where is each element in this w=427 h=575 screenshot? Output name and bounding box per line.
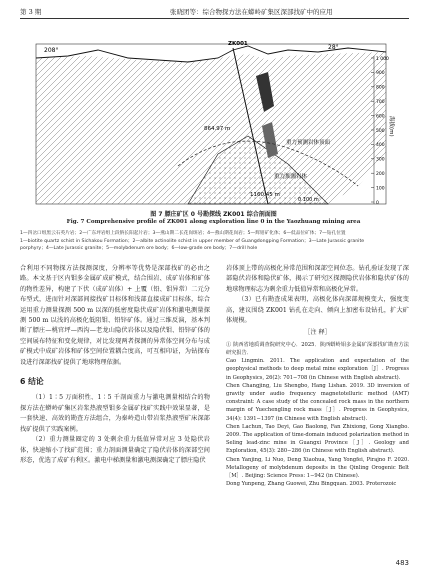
bearing-right: 28° xyxy=(328,44,339,51)
issue-label: 第 3 期 xyxy=(20,7,42,16)
page-number: 483 xyxy=(395,559,409,567)
bearing-left: 208° xyxy=(44,47,59,54)
figure-caption-zh: 图 7 膘庄矿区 0 号勘探线 ZK001 综合剖面图 xyxy=(150,211,277,218)
running-title: 张晓团等：综合物探方法在蟒岭矿集区深部找矿中的应用 xyxy=(170,7,333,16)
left-paragraph-3: （2）重力测量圈定的 3 处剩余重力低值异常对应 3 处隐伏岩体，快速缩小了找矿范围；重力剖面测量确定了隐伏岩体的深部空间形态，优选了成矿有利区。激电中梯测量和激电测深确定了膘庄隐伏 xyxy=(20,436,210,464)
elevation-tick-label: 0 xyxy=(376,200,379,206)
figure-legend xyxy=(20,230,409,253)
annotation-predicted-top: 重力预测岩体顶面 xyxy=(286,140,331,146)
elevation-tick-label: 300 xyxy=(376,157,385,163)
right-column xyxy=(226,264,409,489)
elevation-tick-label: 600 xyxy=(376,114,385,120)
reference-item: Dong Yunpeng, Zhang Guowei, Zhu Bingquan. 2003. Proterozoic xyxy=(226,481,397,488)
elevation-tick-label: 200 xyxy=(376,172,385,177)
elevation-tick-label: 800 xyxy=(376,85,385,91)
left-paragraph-2: （1）1∶5 万面积性、1∶5 千剖面重力与激电测量相结合的物探方法在蟒岭矿集区岩浆热液型钼多金属矿找矿实践中效果显著，是一套快速、高效的勘查方法组合，为秦岭造山带岩浆热液型矿床深部找矿提供了实践案例。 xyxy=(20,394,210,433)
elevation-tick-label: 400 xyxy=(376,143,385,149)
left-paragraph-1: 合利用不同物探方法探测深度，分辨率等优势是深部找矿的必由之路。本文基于区内钼多金属矿成矿模式，结合围岩、成矿岩体和矿体的物性差异，构建了下伏（成矿岩体）+ 上覆（铅、钼异常）二元分布型式，进而针对深部间接找矿目标体和浅部直接成矿目标体，综合运用重力测量探测 500 m 以深的低密度隐伏成矿岩体和激电测量探测 500 m 以浅的高极化低阻钼、铅锌矿体。通过三维反演，基本判断了膘庄—桃官坪—西沟—老龙山隐伏岩体以及隐伏钼、铅锌矿体的空间展布特征和变化规律，对比发现两者探测的异常体空间分布与成矿模式中成矿岩体和矿体空间位置耦合度高，可互相印证，为钻探布设进行深部找矿提供了地球物理依据。 xyxy=(20,265,210,366)
section-heading-conclusion: 6 结论 xyxy=(20,377,44,387)
profile-figure xyxy=(28,36,400,208)
reference-item: Chen Lachun, Tao Deyi, Gao Baolong, Fan Zhixiong, Gong Xiangbo. 2009. The application of time-domain induced polarization method in Seling lead-zinc mine in Guangxi Province［J］. Geology and Exploration, 45(3): 280−286 (in Chinese with English abstract). xyxy=(226,423,409,455)
depth-label-1160: 1160.45 m xyxy=(250,192,280,198)
reference-list xyxy=(226,341,409,489)
elevation-tick-label: 1 000 xyxy=(376,56,389,62)
figure-caption-en: Fig. 7 Comprehensive profile of ZK001 along exploration line 0 in the Yaozhuang mining area xyxy=(66,219,361,225)
reference-item: Chen Changjing, Liu Shengbo, Hang Lishan. 2019. 3D inversion of gravity under audio frequency magnetotelluric method (AMT) constraint: A case study of the concealed rock mass in the northern margin of Yuechengling rock mass［J］. Progress in Geophysics, 34(4): 1391−1397 (in Chinese with English abstract). xyxy=(226,382,409,422)
right-paragraph-2: （3）已有勘查成果表明，高极化体向深部规模变大，强度变高，建议围绕 ZK001 钻孔在走向、倾向上加密布设钻孔，扩大矿体规模。 xyxy=(226,296,409,325)
elevation-tick-label: 900 xyxy=(376,71,385,77)
reference-item: Chen Yanjing, Li Nuo, Deng Xiaohua, Yang Yongfei, Pirajno F. 2020. Metallogeny of molybdenum deposits in the Qinling Orogenic Belt［M］. Beijing: Science Press: 1−942 (in Chinese). xyxy=(226,456,409,480)
legend-line-2: 1—biotite quartz schist in Sichakou Formation；2—albite actinolite schist in upper member of Guangdongping Formation；3—Late Jurassic granite xyxy=(20,238,365,244)
left-column xyxy=(20,264,210,466)
reference-item: Cao Lingmin. 2011. The application and expectation of the geophysical methods to deep metal mine exploration［J］. Progress in Geophysics, 26(2): 701−708 (in Chinese with English abstract). xyxy=(226,358,409,381)
depth-label-864: 864.97 m xyxy=(204,126,231,132)
notes-heading: ［注 释］ xyxy=(304,329,331,337)
elevation-tick-label: 500 xyxy=(376,128,385,134)
annotation-inferred-pluton: 重力推测岩体 xyxy=(274,174,308,180)
legend-line-1: 1—四岔口组黑云石英片岩；2—广东坪岩组上段钠长阳起片岩；3—燕山期二长花岗斑岩；4—燕山期花岗岩；5—辉钼矿化体；6—低品位矿体；7—钻孔位置 xyxy=(20,231,346,236)
right-paragraph-1: 岩体顶上带的高极化异常范围和深部空间位态。钻孔验证发现了深部隐伏岩体和隐伏矿体，揭示了研究区探测隐伏岩体和隐伏矿体的地球物理标志为剩余重力低值异常和高极化异常。 xyxy=(226,265,409,293)
elevation-tick-label: 700 xyxy=(376,100,385,105)
note-item: ① 陕西省地质调查院研究中心．2025．陕西蟒岭钼多金属矿深部找矿勘查方法研究报告． xyxy=(226,341,409,357)
page-header xyxy=(20,4,409,19)
elevation-axis-label: 海拔(m) xyxy=(388,116,394,137)
legend-line-3: porphyry；4—Late Jurassic granite；5—molybdenum ore body；6—low-grade ore body；7—drill hole xyxy=(20,246,258,252)
elevation-tick-label: 100 xyxy=(376,186,385,192)
drill-label: ZK001 xyxy=(228,41,248,47)
scale-bar-label: 0 100 m xyxy=(298,197,319,203)
